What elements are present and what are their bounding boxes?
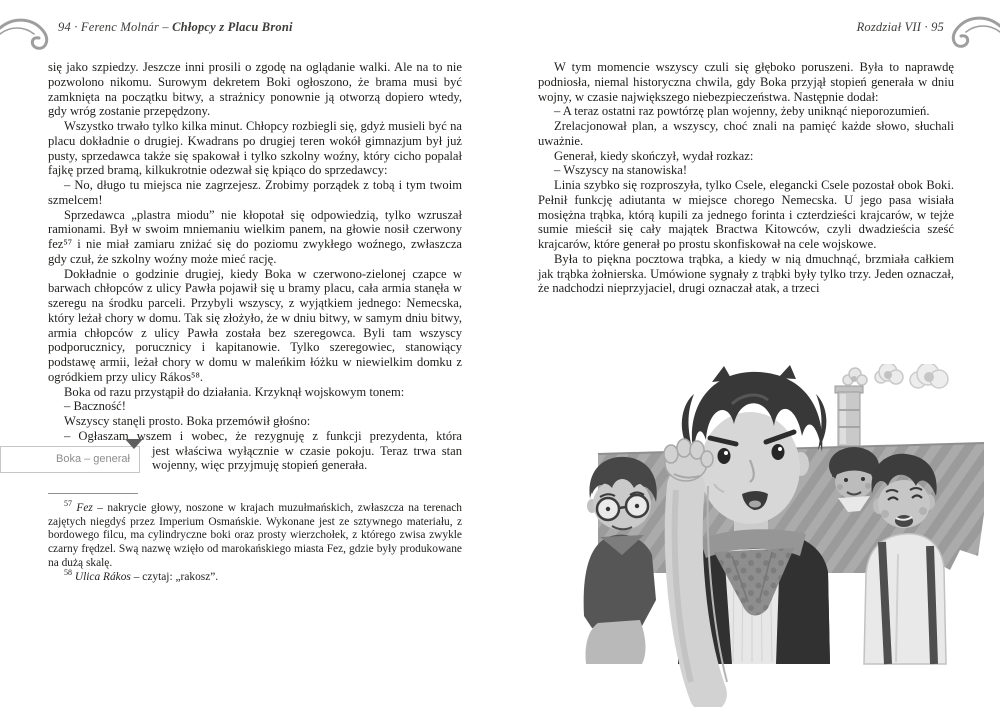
smoke	[843, 364, 948, 388]
callout-triangle-icon	[125, 439, 143, 449]
right-page-column	[538, 60, 954, 296]
body-paragraph: Boka od razu przystąpił do działania. Krzyknął wojskowym tonem:	[64, 384, 405, 399]
body-paragraph: – No, długo tu miejsca nie zagrzejesz. Zrobimy porządek z tobą i tym twoim szmelcem!	[48, 178, 462, 207]
margin-note-box	[0, 446, 140, 473]
book-title: Chłopcy z Placu Broni	[172, 20, 293, 34]
body-paragraph: – Baczność!	[64, 399, 126, 414]
margin-note-label: Boka – generał	[56, 452, 130, 465]
illustration	[582, 364, 990, 707]
running-header-left	[58, 20, 293, 35]
footnote-text: – nakrycie głowy, noszone w krajach muzułmańskich, zwłaszcza na terenach zajętych niegdyś przez Imperium Osmańskie. Wykonane jest ze sztywnego materiału, z bordowego filcu, ma cylindryczne boki oraz prosty wierzchołek, z którego zwisa zwykle czarny frędzel. Swą nazwę wzięło od marokańskiego miasta Fez, gdzie były produkowane na dużą skalę.	[48, 502, 462, 569]
corner-flourish-left-icon	[0, 12, 58, 54]
left-page-column	[48, 60, 462, 584]
body-paragraph: Dokładnie o godzinie drugiej, kiedy Boka w czerwono-zielonej czapce w barwach chłopców z ulicy Pawła pojawił się u bramy placu, cała armia stanęła w szeregu na środku parceli. Przybyli wszyscy, z wyjątkiem jednego: Nemecska, który leżał chory w domu. Tak się złożyło, że w dniu bitwy, w samym dniu bitwy, armia chłopców z ulicy Pawła została bez szeregowca. Byli tam wszyscy podporucznicy, porucznicy i kapitanowie. Tylko szeregowiec, stanowiący podstawę armii, leżał chory w domu w maleńkim łóżku w niewielkim domku z ogródkiem przy ulicy Rákos⁵⁸.	[48, 266, 462, 384]
body-paragraph: się jako szpiedzy. Jeszcze inni prosili o zgodę na oglądanie walki. Ale na to nie pozwolono nikomu. Surowym dekretem Boki ogłoszono, że brama musi być zamknięta na początku bitwy, a strażnicy ponownie ją otworzą dopiero wtedy, gdy wróg zostanie przepędzony.	[48, 60, 462, 119]
body-paragraph: – Ogłaszam wszem i wobec, że rezygnuję z funkcji prezydenta, która	[64, 428, 462, 443]
footnotes-block	[48, 493, 462, 584]
running-header-right: Rozdział VII · 95	[856, 20, 944, 34]
footnote-separator	[48, 493, 138, 494]
footnote-term: Fez	[76, 502, 93, 514]
body-paragraph: Wszyscy stanęli prosto. Boka przemówił głośno:	[64, 414, 311, 428]
footnote-marker: 58	[64, 567, 72, 577]
body-paragraph: – A teraz ostatni raz powtórzę plan wojenny, żeby uniknąć nieporozumień.	[554, 104, 930, 119]
corner-flourish-right-icon	[942, 10, 1000, 52]
footnote-text: – czytaj: „rakosz”.	[133, 570, 219, 583]
body-paragraph: Generał, kiedy skończył, wydał rozkaz:	[554, 148, 754, 163]
footnote-term: Ulica Rákos	[74, 570, 131, 583]
margin-note-row	[0, 444, 462, 474]
body-paragraph: Była to piękna pocztowa trąbka, a kiedy w nią dmuchnąć, brzmiała całkiem jak trąbka żołnierska. Umówione sygnały z trąbki były tylko trzy. Jeden oznaczał, że nadchodzi nieprzyjaciel, drugi oznaczał atak, a trzeci	[538, 251, 954, 296]
footnote	[48, 499, 462, 571]
body-paragraph: Sprzedawca „plastra miodu” nie kłopotał się odpowiedzią, tylko wzruszał ramionami. Był w swoim mniemaniu wielkim panem, na głowie nosił czerwony fez⁵⁷ i nie miał zamiaru zniżać się do poziomu zwykłego woźnego, zwłaszcza gdy czuł, że szkolny woźny może mieć rację.	[48, 207, 462, 266]
body-paragraph: Zrelacjonował plan, a wszyscy, choć znali na pamięć każde słowo, słuchali uważnie.	[538, 119, 954, 148]
body-paragraph: W tym momencie wszyscy czuli się głęboko poruszeni. Była to naprawdę podniosła, niemal historyczna chwila, gdy Boka przyjął stopień generała w dniu wojny, w czasie największego niebezpieczeństwa. Następnie dodał:	[538, 60, 954, 104]
page-number-author: 94 · Ferenc Molnár –	[58, 20, 173, 34]
chimney	[835, 386, 863, 446]
body-paragraph: jest właściwa wyłącznie w czasie pokoju. Teraz trwa stan wojenny, więc przyjmuję stopień generała.	[152, 443, 462, 473]
body-paragraph: – Wszyscy na stanowiska!	[554, 163, 688, 178]
body-paragraph: Wszystko trwało tylko kilka minut. Chłopcy rozbiegli się, gdyż musieli być na placu dokładnie o drugiej. Kwadrans po drugiej teren wokół gimnazjum był już pusty, sprzedawca także się spakował i tylko szkolny woźny, który cicho popalał fajkę przed bramą, kilkukrotnie odezwał się kpiąco do sprzedawcy:	[48, 119, 462, 178]
footnote	[48, 567, 462, 585]
footnote-marker: 57	[64, 499, 72, 509]
body-paragraph: Linia szybko się rozproszyła, tylko Csele, elegancki Csele pozostał obok Boki. Pełnił funkcję adiutanta w miejsce chorego Nemecska. U jego pasa wisiała mosiężna trąbka, którą kupili za jednego forinta i czterdzieści krajcarów, w tejże sumie mieścił się cały majątek Bractwa Kitowców, czyli dwadzieścia sześć krajcarów, które generał po prostu skonfiskował na cele wojskowe.	[538, 178, 954, 251]
